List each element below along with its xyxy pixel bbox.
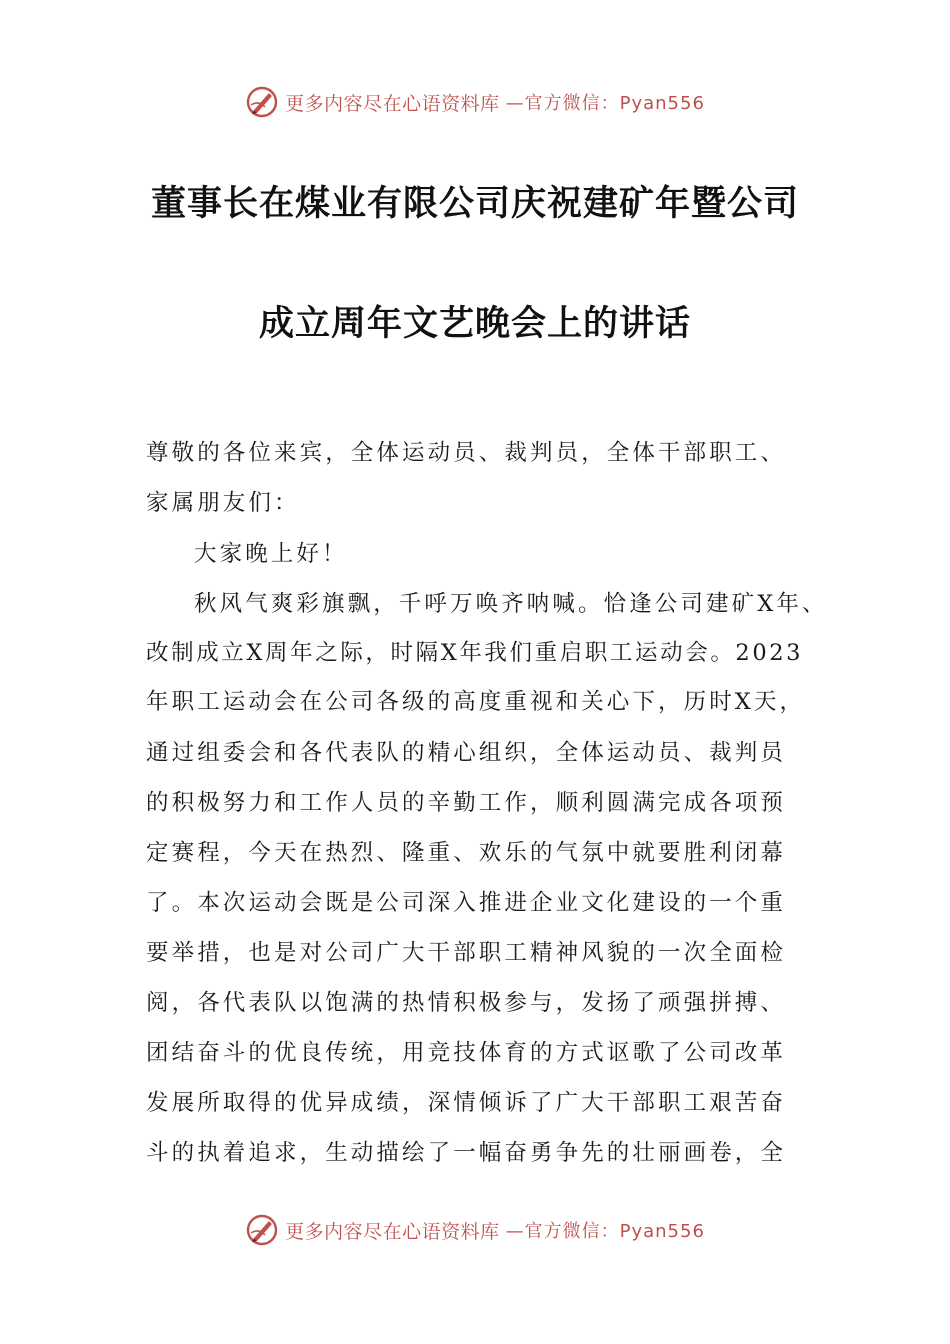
body-line: 团结奋斗的优良传统，用竞技体育的方式讴歌了公司改革 [146, 1040, 787, 1066]
watermark-text: 更多内容尽在心语资料库 [285, 1220, 500, 1243]
body-line: 年职工运动会在公司各级的高度重视和关心下，历时X天， [146, 689, 806, 715]
watermark-wechat: —官方微信：Pyan556 [505, 1221, 705, 1242]
pen-logo-icon [245, 1213, 279, 1247]
header-watermark [0, 80, 950, 124]
document-title-line-2: 成立周年文艺晚会上的讲话 [258, 304, 691, 344]
watermark-wechat: —官方微信：Pyan556 [505, 93, 705, 114]
body-line: 要举措，也是对公司广大干部职工精神风貌的一次全面检 [146, 940, 787, 966]
body-line: 大家晚上好！ [194, 541, 348, 567]
body-line: 发展所取得的优异成绩，深情倾诉了广大干部职工艰苦奋 [146, 1090, 787, 1116]
body-line: 阅，各代表队以饱满的热情积极参与，发扬了顽强拼搏、 [146, 990, 787, 1016]
body-line: 改制成立X周年之际，时隔X年我们重启职工运动会。2023 [146, 640, 804, 666]
body-line: 秋风气爽彩旗飘，千呼万唤齐呐喊。恰逢公司建矿X年、 [194, 591, 828, 617]
document-title-line-1: 董事长在煤业有限公司庆祝建矿年暨公司 [150, 184, 799, 224]
body-line: 家属朋友们： [146, 490, 300, 516]
watermark-text: 更多内容尽在心语资料库 [285, 92, 500, 115]
body-line: 尊敬的各位来宾，全体运动员、裁判员，全体干部职工、 [146, 440, 787, 466]
body-line: 了。本次运动会既是公司深入推进企业文化建设的一个重 [146, 890, 787, 916]
body-line: 的积极努力和工作人员的辛勤工作，顺利圆满完成各项预 [146, 790, 787, 816]
body-line: 通过组委会和各代表队的精心组织，全体运动员、裁判员 [146, 740, 787, 766]
body-line: 定赛程，今天在热烈、隆重、欢乐的气氛中就要胜利闭幕 [146, 840, 787, 866]
body-line: 斗的执着追求，生动描绘了一幅奋勇争先的壮丽画卷，全 [146, 1140, 787, 1166]
pen-logo-icon [245, 85, 279, 119]
footer-watermark [0, 1208, 950, 1252]
